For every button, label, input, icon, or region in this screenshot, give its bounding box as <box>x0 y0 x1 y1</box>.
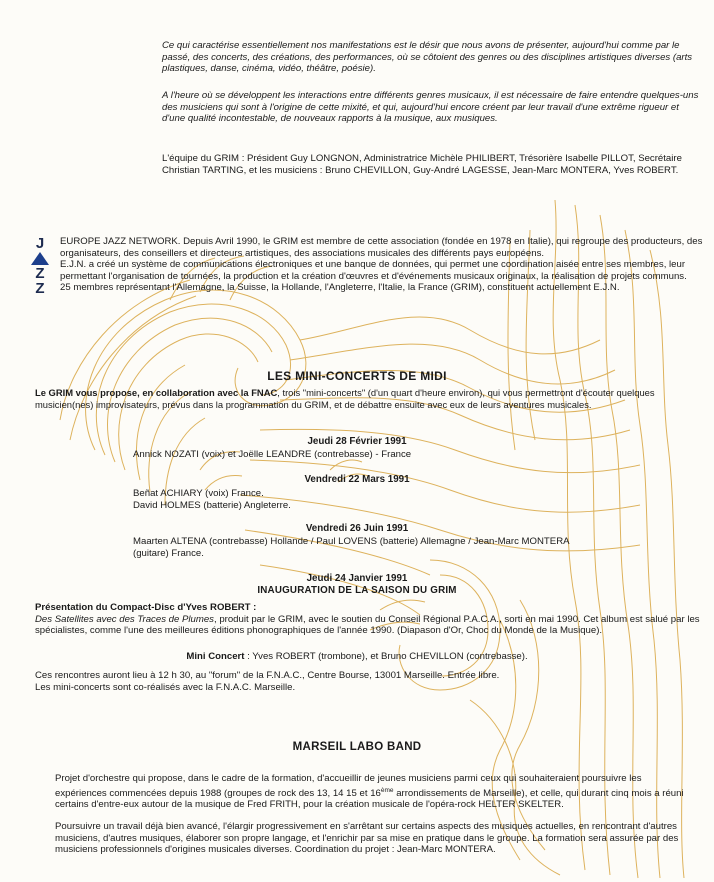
intro-paragraph-1: Ce qui caractérise essentiellement nos manifestations est le désir que nous avons de présenter, aujourd'hui comme par le passé, des concerts, des créations, des performances, où se côtoient des genres ou des disciplines artistiques diverses (arts plastiques, danse, cinéma, vidéo, théâtre, poésie). <box>162 40 693 75</box>
cd-heading: Présentation du Compact-Disc d'Yves ROBERT : <box>35 602 257 613</box>
date-2-artist-1: Beñat ACHIARY (voix) France. <box>133 488 264 499</box>
labo-band-title: MARSEIL LABO BAND <box>292 741 422 753</box>
practical-info <box>35 670 705 693</box>
mini-intro-c: , trois "mini-concerts" (d'un quart d'heure environ), qui vous permettront d'écouter quelques musicien(nes) improvisateurs, prévus dans la programmation du GRIM, et de débattre ensuite avec eux de leurs aventures musicales. <box>35 387 655 410</box>
cd-title: Des Satellites avec des Traces de Plumes <box>35 613 214 625</box>
labo-paragraph-2: Poursuivre un travail déjà bien avancé, l'élargir progressivement en s'arrêtant sur certains aspects des musiques actuelles, en rencontrant d'autres musiciens, d'autres musiques, élaborer son propre langage, et l'enrichir par sa mise en pratique dans le groupe. La formation sera assurée par des musiciens professionnels d'origines musicales diverses. Coordination du projet : Jean-Marc MONTERA. <box>55 821 679 856</box>
mini-intro-a: Le GRIM vous propose, <box>35 387 143 398</box>
inauguration-title: INAUGURATION DE LA SAISON DU GRIM <box>257 585 457 596</box>
mini-concert-label: Mini Concert <box>186 651 245 662</box>
date-2-artist-2: David HOLMES (batterie) Angleterre. <box>133 499 291 511</box>
mini-intro-fnac: en collaboration avec la FNAC <box>142 387 278 398</box>
cd-presentation <box>35 602 705 637</box>
date-1: Jeudi 28 Février 1991 <box>307 436 407 447</box>
date-3: Vendredi 26 Juin 1991 <box>305 523 409 534</box>
jazz-logo <box>27 236 53 314</box>
logo-letter-z2: Z <box>35 280 45 297</box>
logo-letter-z1: Z <box>35 265 45 282</box>
mini-concert-text: : Yves ROBERT (trombone), et Bruno CHEVILLON (contrebasse). <box>244 651 528 662</box>
network-section <box>60 236 704 294</box>
network-line-2: E.J.N. a créé un système de communications électroniques et une banque de données, qui permet une coordination aisée entre ses membres, leur permettant l'organisation de tournées, la production et la création d'œuvres et d'événements musicaux originaux, la réalisation de projets communs. <box>60 259 687 282</box>
date-3-artists: Maarten ALTENA (contrebasse) Hollande / Paul LOVENS (batterie) Allemagne / Jean-Marc MONTERA (guitare) France. <box>133 536 569 559</box>
mini-concerts-intro <box>35 387 705 410</box>
network-line-3: 25 membres représentant l'Allemagne, la Suisse, la Hollande, l'Angleterre, l'Italie, la France (GRIM), constituent actuellement E.J.N. <box>60 282 620 294</box>
date-2-artists <box>133 488 633 511</box>
date-1-artists: Annick NOZATI (voix) et Joëlle LEANDRE (contrebasse) - France <box>133 449 412 460</box>
mini-concert-line <box>0 651 714 663</box>
logo-triangle <box>31 252 49 265</box>
date-4: Jeudi 24 Janvier 1991 <box>306 573 408 584</box>
labo-p1-b: arrondissements de Marseille), et celle, qui durant cinq mois a réuni certains d'entre-eux autour de la musique de Fred FRITH, pour la création musicale de l'opéra-rock HELTER SKELTER. <box>55 787 684 811</box>
logo-letter-j: J <box>35 235 45 252</box>
cd-text: , produit par le GRIM, avec le soutien du Conseil Régional P.A.C.A., sorti en mai 1990. Cet album est salué par les spécialistes, comme l'une des meilleures éditions phonographiques de l'année 1990. (Diapason d'Or, Choc du Monde de la Musique). <box>35 613 700 637</box>
labo-p1-sup: ème <box>380 786 394 794</box>
practical-line-2: Les mini-concerts sont co-réalisés avec la F.N.A.C. Marseille. <box>35 681 296 693</box>
labo-paragraph-1 <box>55 773 690 811</box>
intro-paragraph-2: A l'heure où se développent les interactions entre différents genres musicaux, il est nécessaire de faire entendre quelques-uns des musiciens qui sont à l'origine de cette mixité, et qui, aujourd'hui encore créent par leur travail d'une extrême rigueur et d'une qualité incontestable, de nouveaux rapports à la musique, aux musiques. <box>162 90 699 125</box>
network-line-1: EUROPE JAZZ NETWORK. Depuis Avril 1990, le GRIM est membre de cette association (fondée en 1978 en Italie), qui regroupe des producteurs, des organisateurs, des conseillers et directeurs artistiques, des associations musicales des différents pays européens. <box>60 236 703 259</box>
mini-concerts-title: LES MINI-CONCERTS DE MIDI <box>267 369 447 383</box>
team-paragraph: L'équipe du GRIM : Président Guy LONGNON, Administratrice Michèle PHILIBERT, Trésorière Isabelle PILLOT, Secrétaire Christian TARTING, et les musiciens : Bruno CHEVILLON, Guy-André LAGESSE, Jean-Marc MONTERA, Yves ROBERT. <box>162 153 682 176</box>
date-2: Vendredi 22 Mars 1991 <box>304 474 410 485</box>
practical-line-1: Ces rencontres auront lieu à 12 h 30, au "forum" de la F.N.A.C., Centre Bourse, 13001 Marseille. Entrée libre. <box>35 670 500 681</box>
labo-p1-a: Projet d'orchestre qui propose, dans le cadre de la formation, d'accueillir de jeunes musiciens parmi ceux qui souhaiteraient poursuivre les expériences commencées depuis 1988 (groupes de rock des 13, 14 15 et 16 <box>55 773 642 799</box>
